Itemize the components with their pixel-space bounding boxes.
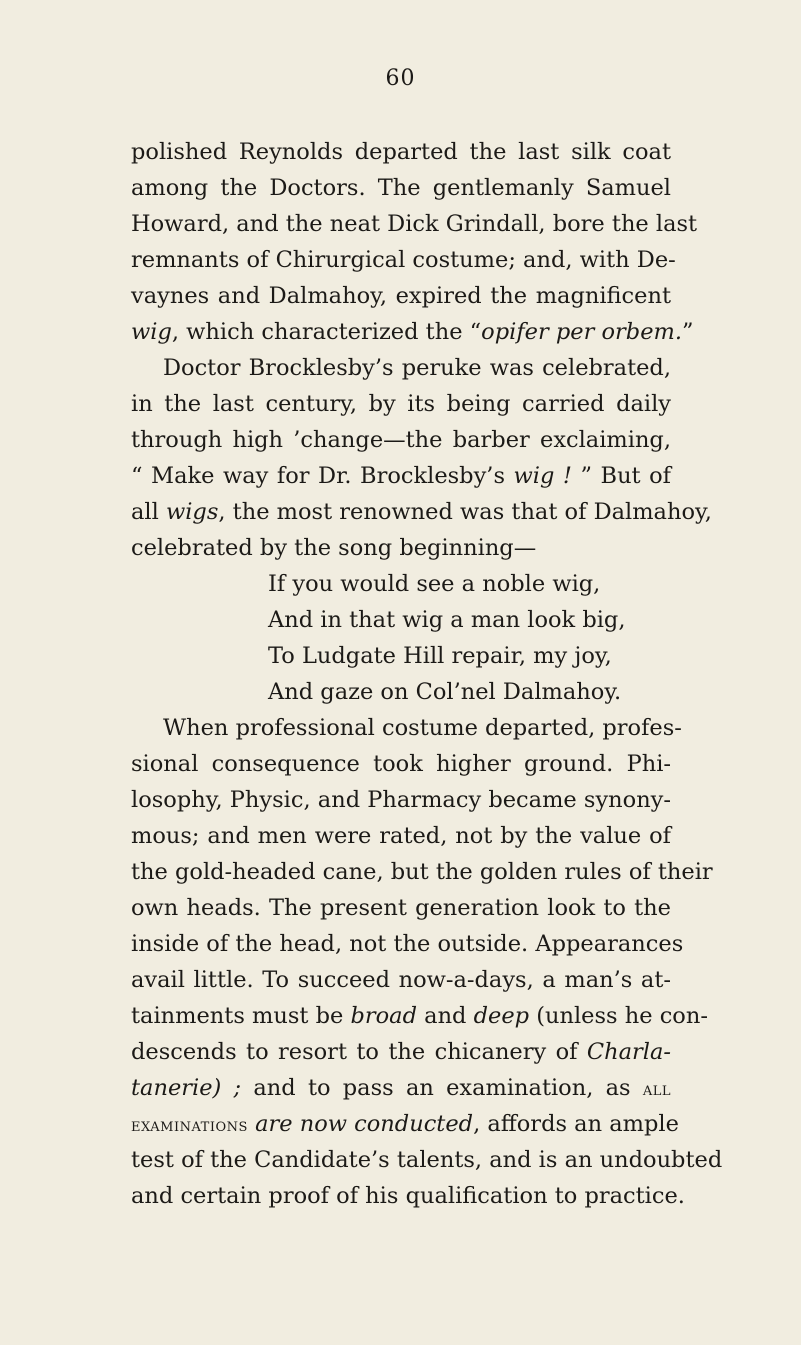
text-line: vaynes and Dalmahoy, expired the magnificent [131, 283, 671, 309]
text-line: avail little. To succeed now-a-days, a man’s at- [131, 967, 671, 993]
text-line: When professional costume departed, profes- [163, 715, 682, 741]
text-segment: and [417, 1003, 474, 1029]
italic-text: deep [473, 1003, 530, 1029]
small-caps-text: all [642, 1078, 671, 1100]
text-segment: and to pass an examination, as [241, 1075, 643, 1101]
text-line: own heads. The present generation look to the [131, 895, 671, 921]
text-line [131, 1106, 679, 1142]
text-line: Howard, and the neat Dick Grindall, bore the last [131, 211, 698, 237]
text-line: inside of the head, not the outside. Appearances [131, 931, 684, 957]
text-line: through high ’change—the barber exclaiming, [131, 427, 671, 453]
verse-line: And gaze on Col’nel Dalmahoy. [268, 679, 622, 705]
text-line: remnants of Chirurgical costume; and, with De- [131, 247, 676, 273]
italic-text: wig [131, 319, 172, 345]
text-segment: , the most renowned was that of Dalmahoy, [218, 499, 712, 525]
verse-line: To Ludgate Hill repair, my joy, [268, 643, 612, 669]
text-line: in the last century, by its being carried daily [131, 391, 671, 417]
text-segment: ” [682, 319, 694, 345]
page-number: 60 [385, 66, 416, 91]
verse-line: If you would see a noble wig, [268, 571, 601, 597]
text-line [131, 1034, 671, 1070]
text-segment: , which characterized the “ [171, 319, 482, 345]
italic-text: Charla- [586, 1039, 671, 1065]
text-line: sional consequence took higher ground. Phi- [131, 751, 671, 777]
text-line [131, 314, 694, 350]
text-line [131, 1070, 671, 1106]
text-line: polished Reynolds departed the last silk coat [131, 139, 671, 165]
italic-text: tanerie) ; [131, 1075, 242, 1101]
text-segment [248, 1111, 255, 1137]
italic-text: are now conducted [255, 1111, 474, 1137]
text-segment: descends to resort to the chicanery of [131, 1039, 587, 1065]
text-line: losophy, Physic, and Pharmacy became synony- [131, 787, 671, 813]
italic-text: opifer per orbem. [481, 319, 683, 345]
text-segment: “ Make way for Dr. Brocklesby’s [131, 463, 514, 489]
text-segment: ” But of [571, 463, 672, 489]
text-line [131, 458, 671, 494]
text-line [131, 494, 712, 530]
text-line: test of the Candidate’s talents, and is an undoubted [131, 1147, 723, 1173]
text-segment: all [131, 499, 166, 525]
text-line [131, 998, 708, 1034]
text-line: among the Doctors. The gentlemanly Samuel [131, 175, 671, 201]
text-segment: , affords an ample [473, 1111, 679, 1137]
italic-text: wigs [165, 499, 219, 525]
verse-line: And in that wig a man look big, [268, 607, 626, 633]
text-line: Doctor Brocklesby’s peruke was celebrated, [163, 355, 671, 381]
text-line: and certain proof of his qualification to practice. [131, 1183, 685, 1209]
small-caps-text: examinations [131, 1114, 248, 1136]
body-text [131, 134, 723, 1214]
italic-text: broad [350, 1003, 417, 1029]
italic-text: wig ! [513, 463, 572, 489]
text-segment: tainments must be [131, 1003, 351, 1029]
text-segment: (unless he con- [529, 1003, 708, 1029]
text-line: mous; and men were rated, not by the value of [131, 823, 671, 849]
text-line: celebrated by the song beginning— [131, 535, 537, 561]
text-line: the gold-headed cane, but the golden rules of their [131, 859, 713, 885]
